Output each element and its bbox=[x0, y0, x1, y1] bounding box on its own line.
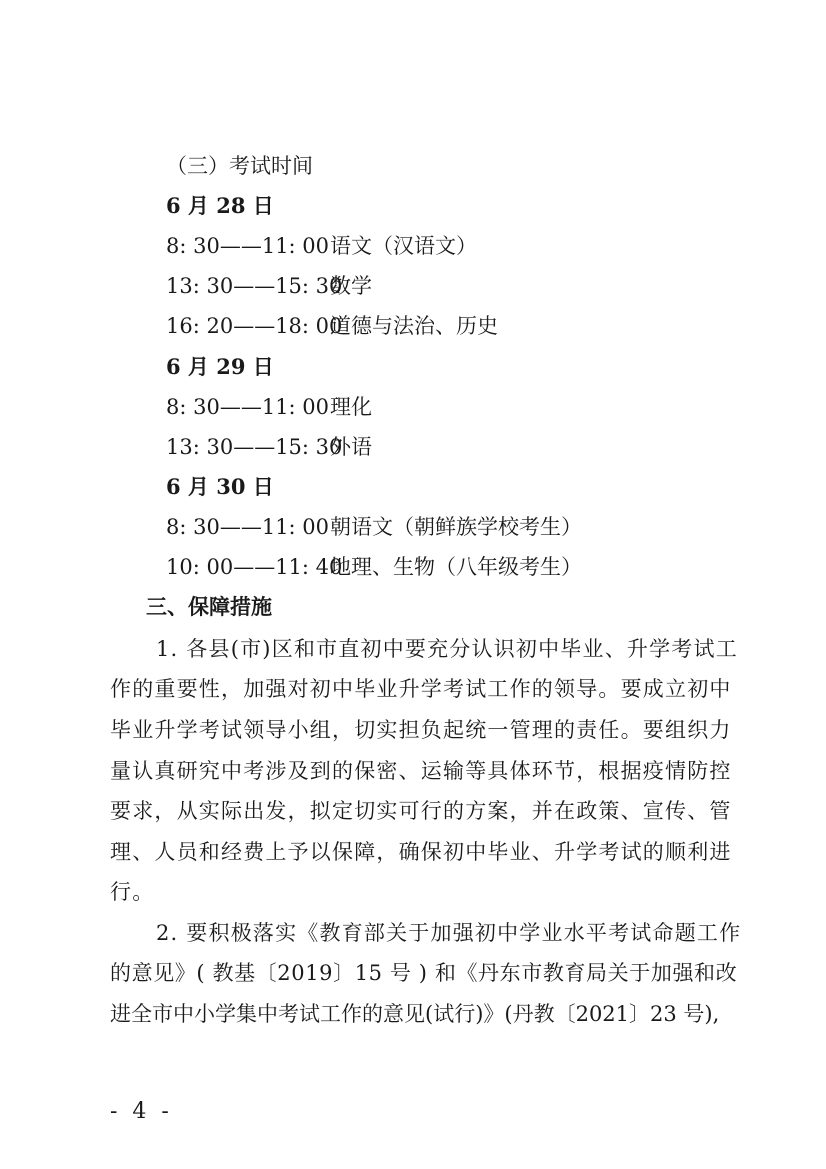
schedule-row bbox=[166, 433, 372, 461]
schedule-time: 13: 30——15: 30 bbox=[166, 435, 343, 459]
schedule-time: 10: 00——11: 40 bbox=[166, 555, 343, 579]
paragraph-line: 量认真研究中考涉及到的保密、运输等具体环节，根据疫情防控 bbox=[110, 759, 732, 783]
schedule-subject: 语文（汉语文） bbox=[330, 234, 477, 258]
schedule-row bbox=[166, 393, 372, 421]
paragraph-line: 的意见》( 教基〔2019〕15 号 ) 和《丹东市教育局关于加强和改 bbox=[110, 961, 738, 985]
schedule-time: 16: 20——18: 00 bbox=[166, 314, 343, 338]
schedule-subject: 理化 bbox=[330, 395, 372, 419]
schedule-subject: 地理、生物（八年级考生） bbox=[330, 555, 582, 579]
paragraph-line: 毕业升学考试领导小组，切实担负起统一管理的责任。要组织力 bbox=[110, 718, 732, 742]
schedule-time: 13: 30——15: 30 bbox=[166, 274, 343, 298]
schedule-row bbox=[166, 272, 372, 300]
paragraph-line: 2. 要积极落实《教育部关于加强初中学业水平考试命题工作 bbox=[156, 921, 742, 945]
date-june-28: 6 月 28 日 bbox=[166, 193, 274, 218]
page-number: - 4 - bbox=[110, 1099, 173, 1124]
date-june-29: 6 月 29 日 bbox=[166, 354, 274, 379]
schedule-subject: 数学 bbox=[330, 274, 372, 298]
schedule-row bbox=[166, 232, 477, 260]
schedule-row bbox=[166, 312, 498, 340]
schedule-subject: 道德与法治、历史 bbox=[330, 314, 498, 338]
paragraph-line: 要求，从实际出发，拟定切实可行的方案，并在政策、宣传、管 bbox=[110, 799, 732, 823]
paragraph-line: 进全市中小学集中考试工作的意见(试行)》(丹教〔2021〕23 号), bbox=[110, 1002, 720, 1026]
schedule-time: 8: 30——11: 00 bbox=[166, 395, 330, 419]
schedule-subject: 朝语文（朝鲜族学校考生） bbox=[330, 515, 582, 539]
schedule-row bbox=[166, 513, 582, 541]
schedule-time: 8: 30——11: 00 bbox=[166, 515, 330, 539]
schedule-subject: 外语 bbox=[330, 435, 372, 459]
paragraph-line: 1. 各县(市)区和市直初中要充分认识初中毕业、升学考试工 bbox=[156, 637, 738, 661]
date-june-30: 6 月 30 日 bbox=[166, 474, 274, 499]
exam-time-heading: （三）考试时间 bbox=[166, 154, 313, 178]
schedule-row bbox=[166, 553, 582, 581]
schedule-time: 8: 30——11: 00 bbox=[166, 234, 330, 258]
paragraph-line: 行。 bbox=[110, 880, 155, 904]
section-heading: 三、保障措施 bbox=[146, 595, 272, 619]
paragraph-line: 理、人员和经费上予以保障，确保初中毕业、升学考试的顺利进 bbox=[110, 840, 732, 864]
paragraph-line: 作的重要性，加强对初中毕业升学考试工作的领导。要成立初中 bbox=[110, 677, 732, 701]
